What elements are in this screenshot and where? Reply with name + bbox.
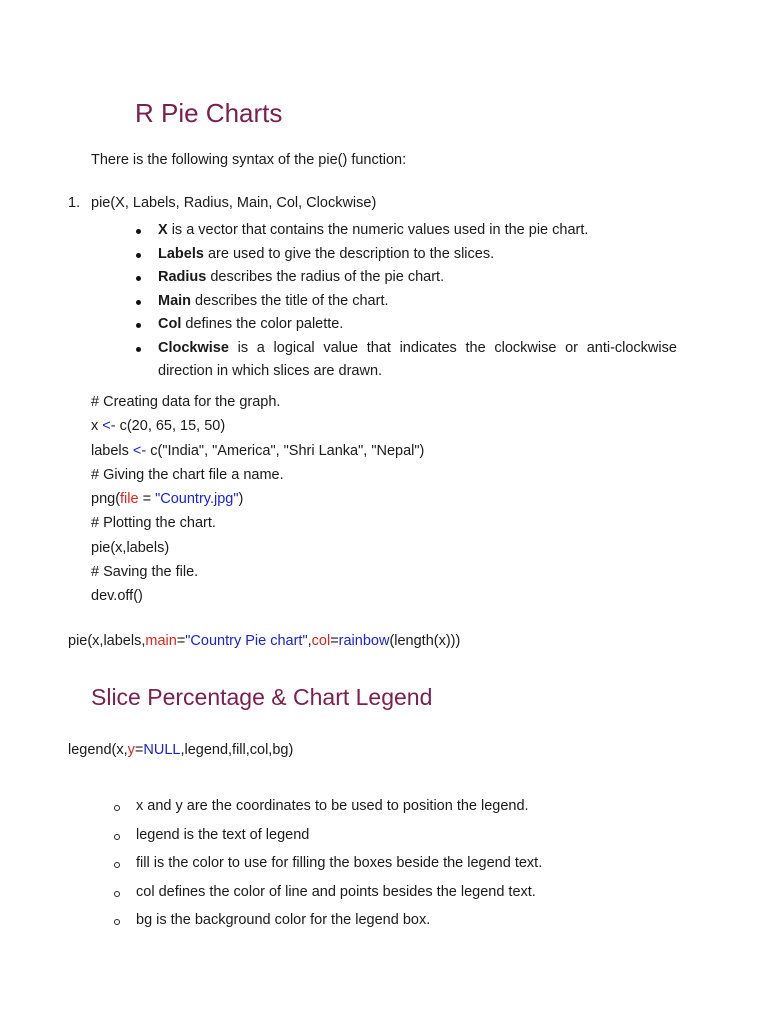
param-term: Radius — [158, 269, 207, 285]
code-line: dev.off() — [91, 588, 143, 605]
code-constant: NULL — [143, 742, 181, 758]
code-function: rainbow — [338, 633, 390, 649]
bullet-icon — [136, 276, 141, 281]
code-string: "Country Pie chart" — [185, 633, 308, 649]
code-token: labels — [91, 442, 133, 459]
code-comment: # Saving the file. — [91, 564, 199, 581]
code-line: pie(x,labels) — [91, 539, 170, 556]
param-desc: direction in which slices are drawn. — [158, 363, 383, 379]
code-token: c("India", "America", "Shri Lanka", "Nepal") — [146, 442, 425, 459]
param-desc: is a vector that contains the numeric values used in the pie chart. — [167, 222, 589, 238]
list-item-text: bg is the background color for the legend box. — [136, 912, 431, 928]
list-item — [136, 337, 677, 384]
list-item — [136, 243, 677, 267]
section-title: Slice Percentage & Chart Legend — [91, 684, 433, 710]
assign-operator: <- — [102, 418, 116, 435]
list-item — [114, 906, 542, 935]
code-token: = — [138, 491, 156, 508]
code-argument: col — [311, 633, 331, 649]
code-token: pie(x,labels, — [68, 633, 146, 649]
list-item — [114, 878, 542, 907]
param-term: Col — [158, 316, 182, 332]
circle-bullet-icon — [114, 891, 120, 897]
syntax-list-number: 1. — [68, 195, 81, 211]
intro-text: There is the following syntax of the pie() function: — [91, 152, 407, 168]
circle-bullet-icon — [114, 834, 120, 840]
circle-bullet-icon — [114, 919, 120, 925]
list-item-text: x and y are the coordinates to be used to position the legend. — [136, 798, 529, 814]
code-token: = — [176, 633, 186, 649]
circle-bullet-icon — [114, 862, 120, 868]
desc-word: indicates — [399, 339, 457, 356]
code-line — [91, 439, 424, 463]
code-token: , — [307, 633, 312, 649]
param-term: Clockwise — [158, 339, 229, 356]
bullet-icon — [136, 347, 141, 352]
desc-word: a — [256, 339, 265, 356]
param-desc: describes the radius of the pie chart. — [206, 269, 445, 285]
list-item — [136, 290, 677, 314]
code-token: legend(x, — [68, 742, 128, 758]
desc-word: clockwise — [494, 339, 557, 356]
assign-operator: <- — [132, 442, 147, 459]
param-desc: describes the title of the chart. — [191, 292, 389, 309]
code-line — [91, 487, 424, 511]
desc-word: value — [323, 339, 359, 356]
list-item — [114, 849, 542, 878]
list-item — [136, 219, 677, 243]
bullet-icon — [136, 229, 141, 234]
list-item — [114, 821, 542, 850]
code-token: = — [134, 742, 144, 758]
bullet-icon — [136, 253, 141, 258]
parameter-list — [136, 219, 677, 384]
page-title: R Pie Charts — [135, 98, 283, 128]
code-comment: # Plotting the chart. — [91, 515, 216, 532]
desc-word: or — [565, 339, 578, 356]
clockwise-line-1 — [158, 337, 677, 361]
code-token: x — [91, 418, 103, 435]
code-argument: file — [120, 491, 139, 508]
param-term: Labels — [158, 245, 204, 262]
bullet-icon — [136, 323, 141, 328]
code-comment: # Creating data for the graph. — [91, 394, 281, 410]
desc-word: the — [465, 339, 486, 356]
list-item-text: fill is the color to use for filling the boxes beside the legend text. — [136, 855, 543, 871]
legend-code-line — [68, 740, 293, 760]
code-token: c(20, 65, 15, 50) — [115, 418, 226, 435]
circle-bullet-icon — [114, 805, 120, 811]
list-item — [114, 792, 542, 821]
code-argument: y — [127, 742, 135, 758]
code-token: ,legend,fill,col,bg) — [180, 742, 294, 758]
code-block — [91, 390, 424, 609]
code-comment: # Giving the chart file a name. — [91, 466, 284, 483]
code-token: ) — [238, 491, 244, 508]
code-string: "Country.jpg" — [155, 491, 239, 508]
list-item-text: col defines the color of line and points besides the legend text. — [136, 883, 536, 900]
list-item — [136, 266, 677, 290]
desc-word: is — [237, 339, 249, 356]
syntax-code: pie(X, Labels, Radius, Main, Col, Clockwise) — [91, 195, 377, 211]
bullet-icon — [136, 300, 141, 305]
code-token: (length(x))) — [389, 633, 461, 649]
code-token: = — [330, 633, 339, 649]
param-term: Main — [158, 292, 192, 309]
desc-word: anti-clockwise — [586, 339, 677, 356]
list-item-text: legend is the text of legend — [136, 826, 310, 843]
code-argument: main — [145, 633, 177, 649]
param-desc: defines the color palette. — [181, 316, 344, 332]
pie-main-code-line — [68, 631, 460, 651]
param-desc: are used to give the description to the slices. — [203, 245, 495, 262]
desc-word: that — [366, 339, 391, 356]
desc-word: logical — [273, 339, 315, 356]
code-token: png( — [91, 491, 121, 508]
legend-params-list — [114, 792, 542, 935]
param-term: X — [158, 222, 168, 238]
list-item — [136, 313, 677, 337]
code-line — [91, 414, 424, 438]
